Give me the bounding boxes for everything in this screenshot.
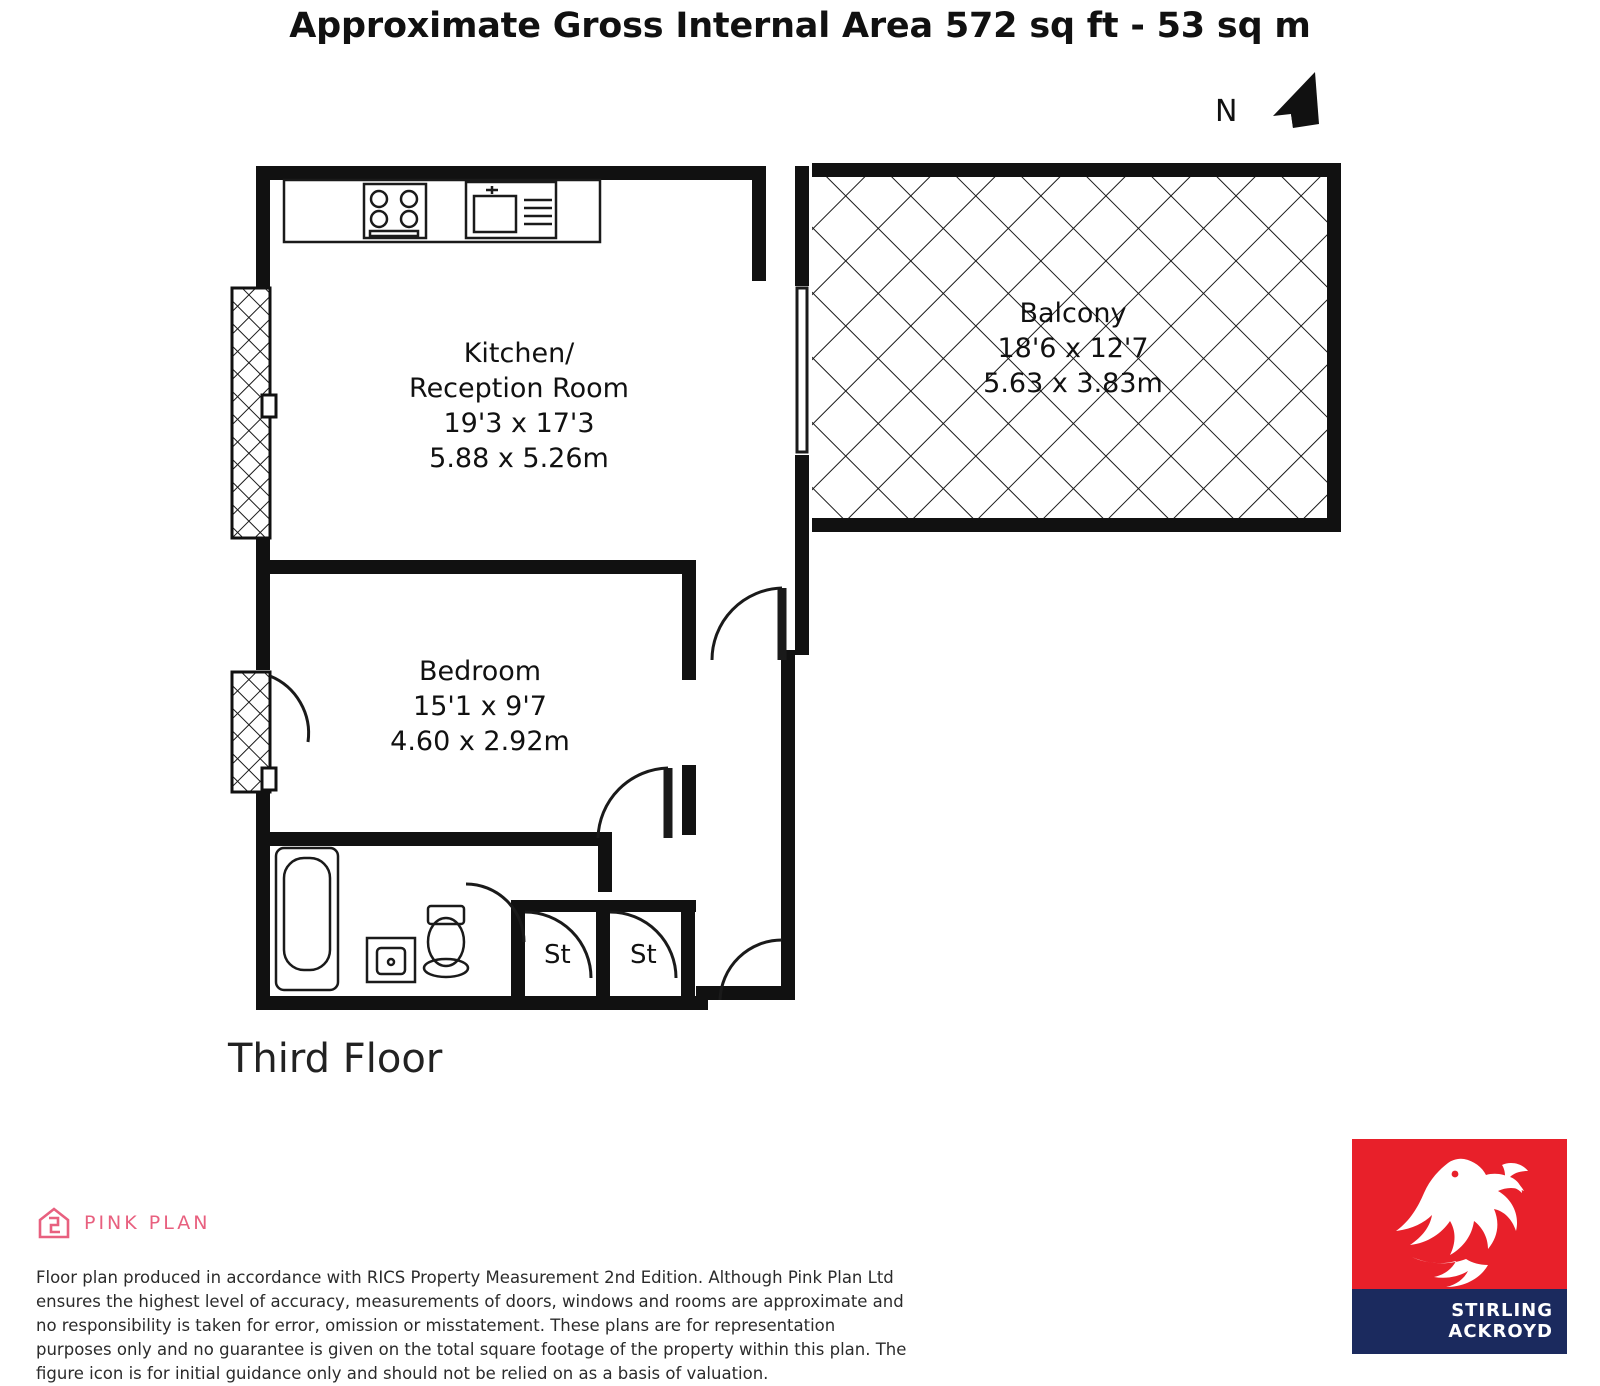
- pink-plan-branding: [36, 1205, 210, 1241]
- room-name-balcony: Balcony: [1019, 298, 1127, 329]
- griffin-icon: [1352, 1139, 1567, 1289]
- room-label-kitchen: [324, 336, 714, 476]
- disclaimer-text: Floor plan produced in accordance with RICS Property Measurement 2nd Edition. Although Pink Plan Ltd ensures the highest level of accuracy, measurements of doors, windows and rooms are approximate and no responsibility is taken for error, omission or misstatement. These plans are for representation purposes only and no guarantee is given on the total square footage of the property within this plan. The figure icon is for initial guidance only and should not be relied on as a basis of valuation.: [36, 1268, 907, 1383]
- storage-label-right: St: [630, 940, 657, 970]
- room-dim-bedroom-imperial: 15'1 x 9'7: [413, 691, 547, 723]
- agency-name: [1352, 1289, 1567, 1354]
- kitchen-units: [284, 180, 600, 242]
- compass-north-label: N: [1215, 94, 1238, 129]
- bathroom-fixtures: [276, 848, 468, 990]
- room-dim-balcony-imperial: 18'6 x 12'7: [997, 333, 1149, 365]
- agency-name-line1: STIRLING: [1451, 1300, 1553, 1322]
- washbasin-icon: [367, 938, 415, 982]
- hob-icon: [364, 184, 426, 238]
- room-label-bedroom: [285, 654, 675, 759]
- floor-label: Third Floor: [228, 1036, 443, 1082]
- room-dim-bedroom-metric: 4.60 x 2.92m: [390, 726, 570, 758]
- pink-plan-house-icon: [36, 1205, 72, 1241]
- agency-name-line2: ACKROYD: [1448, 1320, 1553, 1342]
- room-dim-balcony-metric: 5.63 x 3.83m: [983, 368, 1163, 400]
- room-name-kitchen-line2: Reception Room: [409, 373, 629, 405]
- bathtub-icon: [276, 848, 338, 990]
- pink-plan-label: PINK PLAN: [84, 1212, 211, 1234]
- room-label-balcony: [878, 296, 1268, 401]
- toilet-icon: [424, 906, 468, 977]
- balcony-door: [797, 288, 807, 452]
- page-title: Approximate Gross Internal Area 572 sq ft - 53 sq m: [289, 6, 1311, 46]
- agency-logo: [1352, 1139, 1567, 1354]
- room-name-kitchen-line1: Kitchen/: [463, 338, 575, 369]
- storage-label-left: St: [544, 940, 571, 970]
- room-dim-kitchen-imperial: 19'3 x 17'3: [443, 408, 595, 440]
- sink-icon: [466, 182, 556, 238]
- door-swings: [270, 588, 782, 1000]
- room-name-bedroom: Bedroom: [418, 656, 542, 687]
- room-dim-kitchen-metric: 5.88 x 5.26m: [429, 443, 609, 475]
